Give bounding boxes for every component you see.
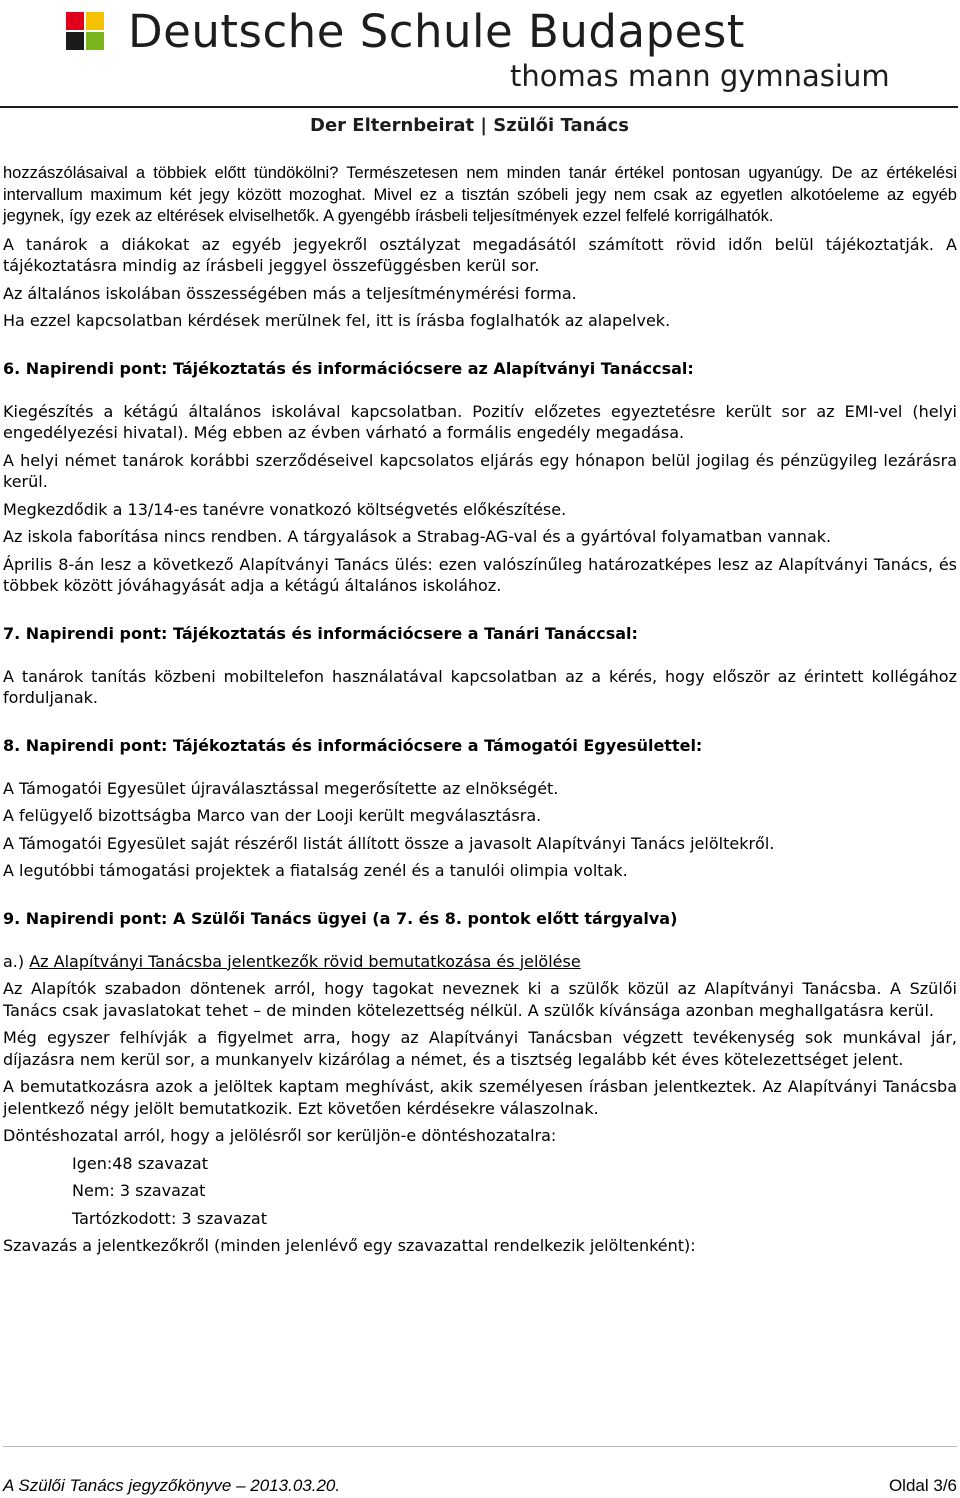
footer-document-title: A Szülői Tanács jegyzőkönyve – 2013.03.20.	[3, 1476, 341, 1495]
document-subtitle: Der Elternbeirat | Szülői Tanács	[310, 115, 629, 136]
vote-abstain: Tartózkodott: 3 szavazat	[72, 1208, 267, 1228]
paragraph: A Támogatói Egyesület saját részéről listát állított össze a javasolt Alapítványi Tanács jelöltekről.	[3, 833, 775, 853]
subsection-title	[3, 951, 957, 973]
paragraph: Április 8-án lesz a következő Alapítványi Tanács ülés: ezen valószínűleg határozatképes lesz az Alapítványi Tanács, és többek között jóváhagyását adja a kétágú általános iskolához.	[3, 554, 957, 595]
section-heading-9: 9. Napirendi pont: A Szülői Tanács ügyei (a 7. és 8. pontok előtt tárgyalva)	[3, 908, 678, 928]
paragraph: A Támogatói Egyesület újraválasztással megerősítette az elnökségét.	[3, 778, 559, 798]
paragraph: Az Alapítók szabadon döntenek arról, hogy tagokat neveznek ki a szülők közül az Alapítványi Tanácsba. A Szülői Tanács csak javaslatokat tehet – de minden kötelezettség nélkül. A szülők kívánsága azonban meghallgatásra kerül.	[3, 979, 957, 1020]
subsection-prefix: a.)	[3, 951, 30, 971]
paragraph: Szavazás a jelentkezőkről (minden jelenlévő egy szavazattal rendelkezik jelöltenként):	[3, 1236, 696, 1255]
paragraph: Megkezdődik a 13/14-es tanévre vonatkozó költségvetés előkészítése.	[3, 499, 567, 519]
gymnasium-name: thomas mann gymnasium	[510, 59, 890, 93]
paragraph: A helyi német tanárok korábbi szerződéseivel kapcsolatos eljárás egy hónapon belül jogilag és pénzügyileg lezárásra kerül.	[3, 450, 957, 491]
subsection-title-text: Az Alapítványi Tanácsba jelentkezők rövid bemutatkozása és jelölése	[29, 951, 581, 971]
section-heading-6: 6. Napirendi pont: Tájékoztatás és információcsere az Alapítványi Tanáccsal:	[3, 358, 694, 378]
paragraph: A bemutatkozásra azok a jelöltek kaptam meghívást, akik személyesen írásban jelentkeztek. Az Alapítványi Tanácsba jelentkező négy jelölt bemutatkozik. Ezt követően kérdésekre válaszolnak.	[3, 1077, 957, 1118]
paragraph: Kiegészítés a kétágú általános iskolával kapcsolatban. Pozitív előzetes egyeztetésre került sor az EMI-vel (helyi engedélyezési hivatal). Még ebben az évben várható a formális engedély megadása.	[3, 401, 957, 442]
paragraph: Ha ezzel kapcsolatban kérdések merülnek fel, itt is írásba foglalhatók az alapelvek.	[3, 311, 671, 330]
paragraph: A tanárok tanítás közbeni mobiltelefon használatával kapcsolatban az a kérés, hogy először az érintett kollégához forduljanak.	[3, 666, 957, 707]
section-heading-7: 7. Napirendi pont: Tájékoztatás és információcsere a Tanári Tanáccsal:	[3, 623, 638, 643]
footer-divider	[3, 1446, 957, 1447]
header-divider	[0, 106, 958, 108]
school-logo-icon	[66, 12, 104, 50]
paragraph: Az általános iskolában összességében más a teljesítménymérési forma.	[3, 283, 577, 303]
paragraph: A legutóbbi támogatási projektek a fiatalság zenél és a tanulói olimpia voltak.	[3, 861, 628, 880]
section-heading-8: 8. Napirendi pont: Tájékoztatás és információcsere a Támogatói Egyesülettel:	[3, 735, 703, 755]
paragraph: Még egyszer felhívják a figyelmet arra, hogy az Alapítványi Tanácsban végzett tevékenység sok munkával jár, díjazásra nem kerül sor, a munkanyelv kizárólag a német, és a tisztség legalább két éves kötelezettséget jelent.	[3, 1028, 957, 1069]
paragraph: A tanárok a diákokat az egyéb jegyekről osztályzat megadásától számított rövid időn belül tájékoztatják. A tájékoztatásra mindig az írásbeli jeggyel összefüggésben kerül sor.	[3, 234, 957, 275]
paragraph: hozzászólásaival a többiek előtt tündökölni? Természetesen nem minden tanár értékel pontosan ugyanúgy. De az értékelési intervallum maximum két jegy között mozoghat. Mivel ez a tisztán szóbeli jegy nem csak az egyetlen alkotóeleme az egyéb jegynek, így ezek az eltérések elviselhetők. A gyengébb írásbeli teljesítmények ezzel felfelé korrigálhatók.	[3, 164, 957, 225]
paragraph: Döntéshozatal arról, hogy a jelölésről sor kerüljön-e döntéshozatalra:	[3, 1126, 557, 1145]
vote-yes: Igen:48 szavazat	[72, 1153, 208, 1173]
vote-no: Nem: 3 szavazat	[72, 1181, 206, 1200]
paragraph: Az iskola faborítása nincs rendben. A tárgyalások a Strabag-AG-val és a gyártóval folyamatban vannak.	[3, 527, 832, 546]
school-name: Deutsche Schule Budapest	[128, 5, 745, 58]
page-number: Oldal 3/6	[888, 1476, 957, 1495]
paragraph: A felügyelő bizottságba Marco van der Looji került megválasztásra.	[3, 806, 542, 825]
page-header	[0, 0, 960, 150]
document-body	[3, 163, 957, 1263]
